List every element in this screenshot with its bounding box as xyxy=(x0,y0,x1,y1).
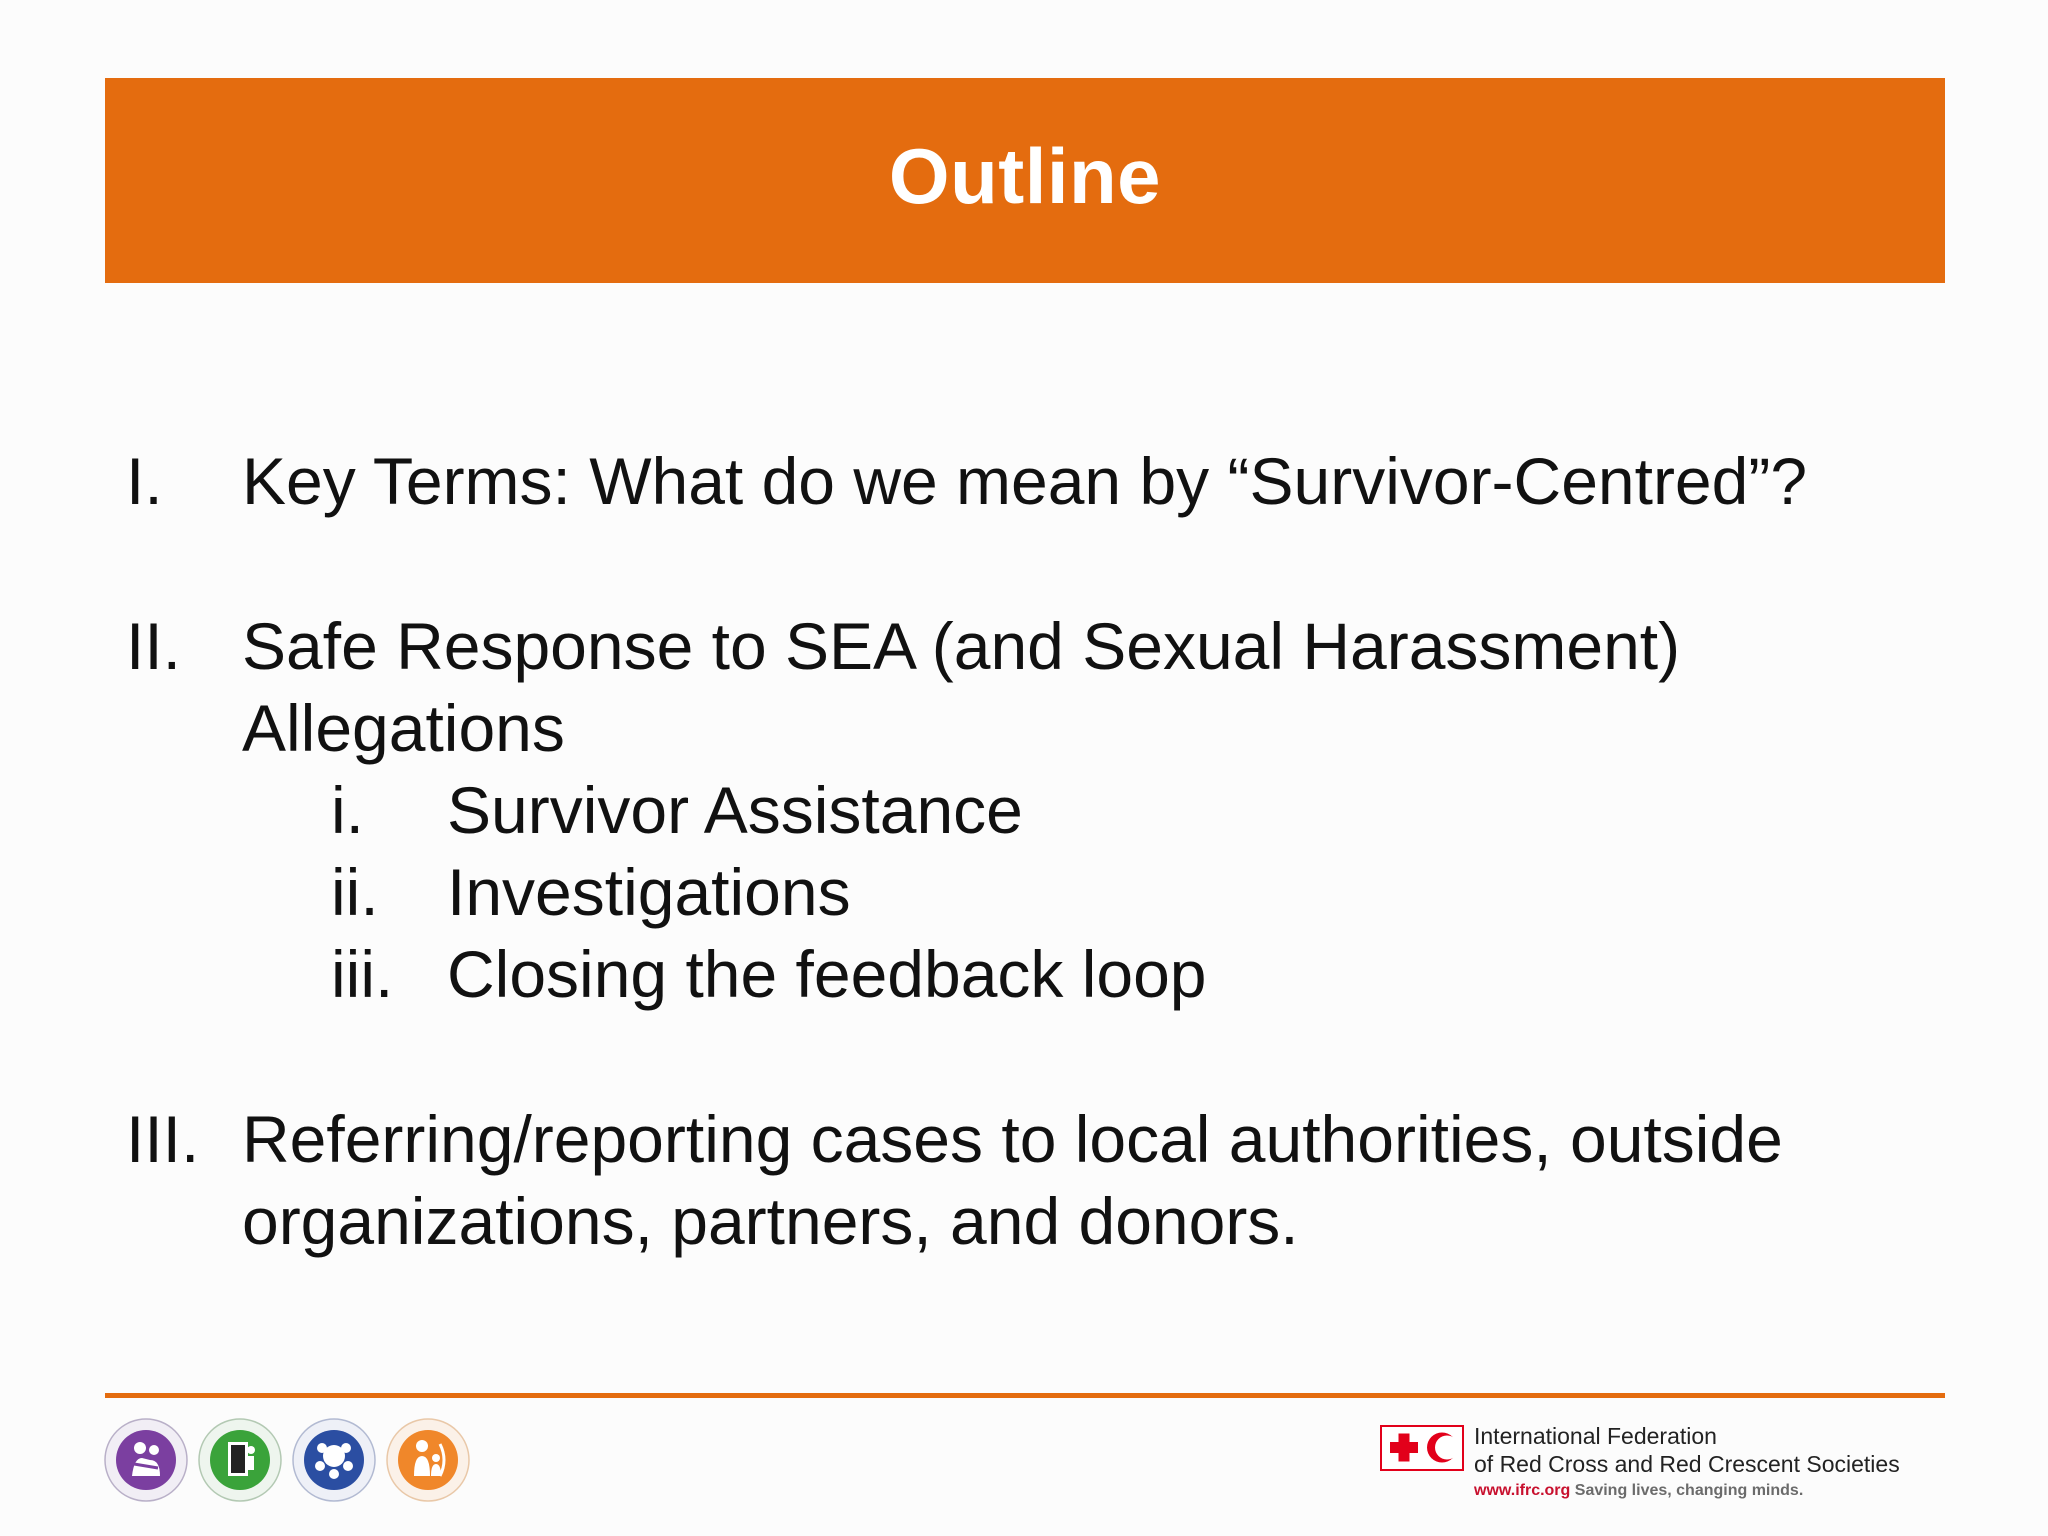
outline-item-number: III. xyxy=(126,1102,200,1176)
outline-item-text xyxy=(242,1098,1926,1262)
outline-item-line: Allegations xyxy=(242,691,565,765)
outline-item-1 xyxy=(126,440,1926,522)
org-tagline: Saving lives, changing minds. xyxy=(1574,1482,1804,1499)
footer-divider xyxy=(105,1393,1945,1398)
ifrc-text-block xyxy=(1474,1422,1900,1504)
outline-item-text xyxy=(242,605,1926,769)
outline-subitem-number: ii. xyxy=(331,855,379,929)
outline-item-3 xyxy=(126,1098,1926,1262)
slide-title: Outline xyxy=(888,132,1162,220)
outline-item-number: II. xyxy=(126,609,182,683)
outline-item-text xyxy=(242,440,1926,522)
org-url: www.ifrc.org xyxy=(1474,1482,1571,1499)
outline-subitem-2 xyxy=(331,851,1926,933)
outline-item-line: organizations, partners, and donors. xyxy=(242,1184,1299,1258)
org-name-line2: of Red Cross and Red Crescent Societies xyxy=(1474,1451,1900,1477)
outline-subitem-text: Survivor Assistance xyxy=(447,773,1023,847)
title-bar xyxy=(105,78,1945,283)
outline-item-line: Key Terms: What do we mean by “Survivor-Centred”? xyxy=(242,444,1808,518)
principle-badges xyxy=(104,1418,470,1502)
participation-badge-icon xyxy=(292,1418,376,1502)
safety-badge-icon xyxy=(386,1418,470,1502)
outline-item-2 xyxy=(126,605,1926,769)
org-tagline-line xyxy=(1474,1478,1900,1504)
outline-subitem-1 xyxy=(331,769,1926,851)
outline-subitem-text: Investigations xyxy=(447,855,851,929)
outline-item-line: Referring/reporting cases to local authorities, outside xyxy=(242,1102,1783,1176)
outline-subitem-3 xyxy=(331,933,1926,1015)
access-badge-icon xyxy=(198,1418,282,1502)
outline-list xyxy=(126,440,1926,1262)
outline-item-line: Safe Response to SEA (and Sexual Harassment) xyxy=(242,609,1681,683)
dignity-badge-icon xyxy=(104,1418,188,1502)
outline-subitem-text: Closing the feedback loop xyxy=(447,937,1207,1011)
outline-subitem-number: iii. xyxy=(331,937,394,1011)
ifrc-logo xyxy=(1380,1422,1900,1504)
outline-subitem-number: i. xyxy=(331,773,364,847)
red-cross-red-crescent-icon xyxy=(1380,1425,1464,1471)
org-name-line1: International Federation xyxy=(1474,1423,1717,1449)
outline-item-number: I. xyxy=(126,444,163,518)
